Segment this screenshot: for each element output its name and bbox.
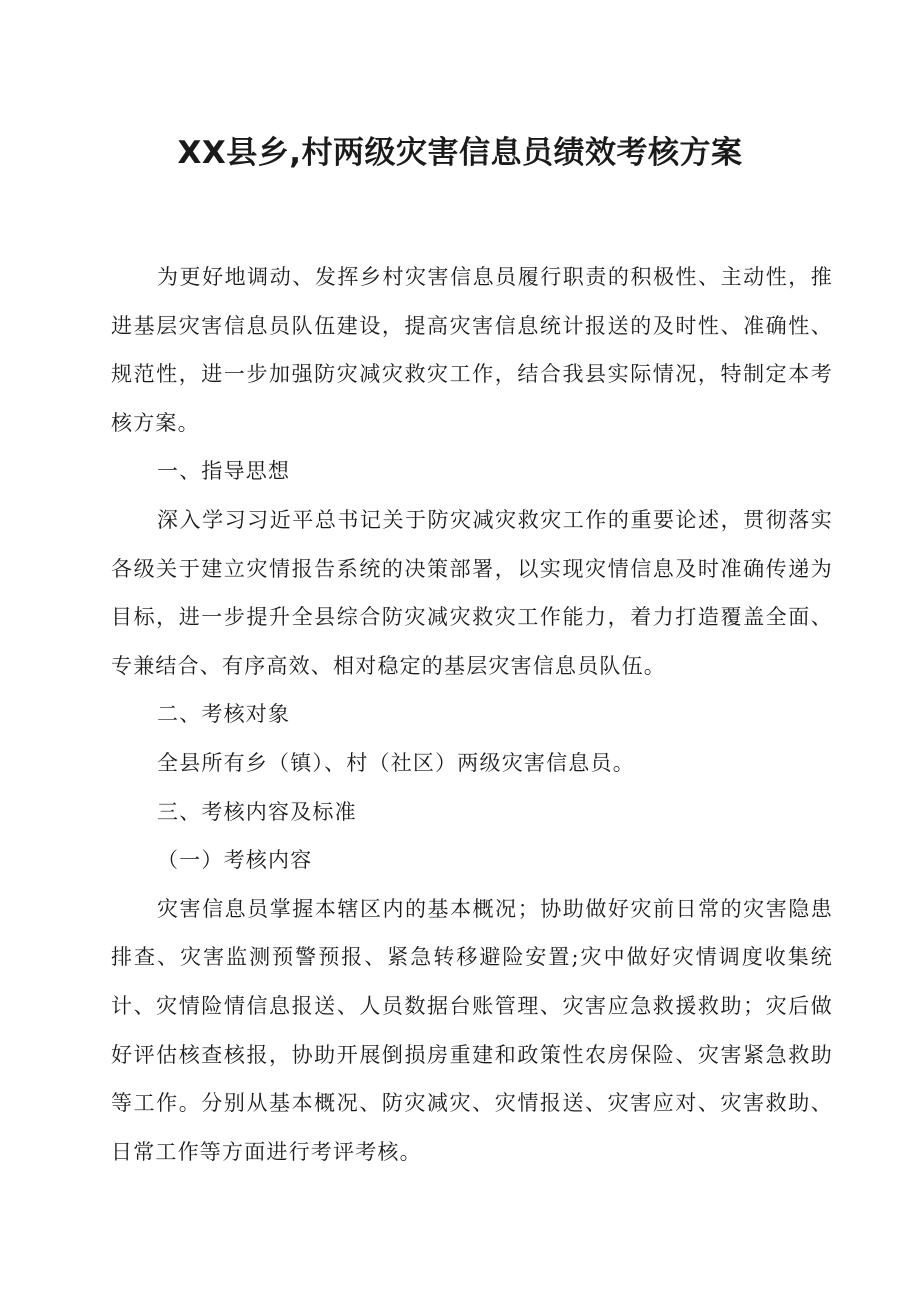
section-1-heading: 一、指导思想 bbox=[157, 459, 291, 484]
intro-paragraph: 为更好地调动、发挥乡村灾害信息员履行职责的积极性、主动性，推进基层灾害信息员队伍建设，提高灾害信息统计报送的及时性、准确性、规范性，进一步加强防灾减灾救灾工作，结合我县实际情况，特制定本考核方案。 bbox=[111, 265, 833, 435]
document-body bbox=[111, 253, 833, 1176]
section-3-heading: 三、考核内容及标准 bbox=[157, 799, 357, 824]
section-3-sub-1-paragraph: 灾害信息员掌握本辖区内的基本概况；协助做好灾前日常的灾害隐患排查、灾害监测预警预报、紧急转移避险安置;灾中做好灾情调度收集统计、灾情险情信息报送、人员数据台账管理、灾害应急救援救助；灾后做好评估核查核报，协助开展倒损房重建和政策性农房保险、灾害紧急救助等工作。分别从基本概况、防灾减灾、灾情报送、灾害应对、灾害救助、日常工作等方面进行考评考核。 bbox=[111, 896, 833, 1164]
section-2-heading: 二、考核对象 bbox=[157, 702, 291, 727]
section-2-paragraph: 全县所有乡（镇）、村（社区）两级灾害信息员。 bbox=[157, 750, 635, 775]
document-title: XX县乡,村两级灾害信息员绩效考核方案 bbox=[177, 135, 743, 171]
section-3-subheading-1: （一）考核内容 bbox=[157, 848, 313, 873]
section-1-paragraph: 深入学习习近平总书记关于防灾减灾救灾工作的重要论述，贯彻落实各级关于建立灾情报告系统的决策部署，以实现灾情信息及时准确传递为目标，进一步提升全县综合防灾减灾救灾工作能力，着力打造覆盖全面、专兼结合、有序高效、相对稳定的基层灾害信息员队伍。 bbox=[111, 507, 833, 678]
